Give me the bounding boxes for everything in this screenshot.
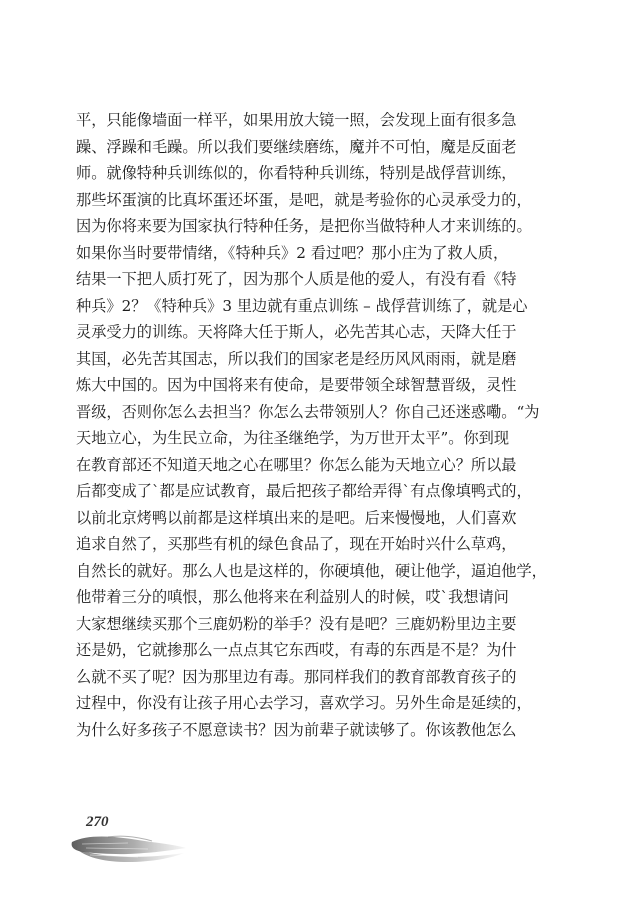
text-line: 结果一下把人质打死了，因为那个人质是他的爱人，有没有看《特 <box>76 270 517 288</box>
text-line: 那些坏蛋演的比真坏蛋还坏蛋，是吧，就是考验你的心灵承受力的， <box>76 190 532 209</box>
text-line: 因为你将来要为国家执行特种任务，是把你当做特种人才来训练的。 <box>76 217 532 235</box>
text-line: 如果你当时要带情绪，《特种兵》2 看过吧？那小庄为了救人质， <box>76 243 509 262</box>
page-footer <box>68 810 188 870</box>
text-line: 平，只能像墙面一样平，如果用放大镜一照，会发现上面有很多急 <box>76 111 517 129</box>
text-line: 为什么好多孩子不愿意读书？因为前辈子就读够了。你该教他怎么 <box>76 720 517 739</box>
text-line: 追求自然了，买那些有机的绿色食品了，现在开始时兴什么草鸡， <box>76 535 517 553</box>
text-line: 他带着三分的嗔恨，那么他将来在利益别人的时候，哎ˋ我想请问 <box>76 588 509 606</box>
text-line: 其国，必先苦其国志，所以我们的国家老是经历风风雨雨，就是磨 <box>76 349 517 368</box>
text-line: 炼大中国的。因为中国将来有使命，是要带领全球智慧晋级，灵性 <box>76 376 517 394</box>
body-text <box>76 107 568 743</box>
text-line: 天地立心，为生民立命，为往圣继绝学，为万世开太平”。你到现 <box>76 429 510 447</box>
text-line: 么就不买了呢？因为那里边有毒。那同样我们的教育部教育孩子的 <box>76 667 517 686</box>
text-line: 以前北京烤鸭以前都是这样填出来的是吧。后来慢慢地，人们喜欢 <box>76 508 517 527</box>
text-line: 过程中，你没有让孩子用心去学习，喜欢学习。另外生命是延续的， <box>76 694 532 712</box>
text-line: 后都变成了ˋ都是应试教育，最后把孩子都给弄得ˋ有点像填鸭式的， <box>76 482 532 500</box>
text-line: 在教育部还不知道天地之心在哪里？你怎么能为天地立心？所以最 <box>76 455 517 474</box>
text-line: 自然长的就好。那么人也是这样的，你硬填他，硬让他学，逼迫他学， <box>76 561 547 580</box>
text-line: 师。就像特种兵训练似的，你看特种兵训练，特别是战俘营训练， <box>76 164 517 182</box>
text-line: 灵承受力的训练。天将降大任于斯人，必先苦其心志，天降大任于 <box>76 323 517 341</box>
text-line: 种兵》2？《特种兵》3 里边就有重点训练 – 战俘营训练了，就是心 <box>76 296 528 315</box>
text-line: 晋级，否则你怎么去担当？你怎么去带领别人？你自己还迷惑嘞。“为 <box>76 402 540 421</box>
text-line: 躁、浮躁和毛躁。所以我们要继续磨练，魔并不可怕，魔是反面老 <box>76 137 517 156</box>
text-line: 大家想继续买那个三鹿奶粉的举手？没有是吧？三鹿奶粉里边主要 <box>76 614 517 633</box>
page-number: 270 <box>86 814 109 830</box>
brush-stroke-icon <box>68 828 188 868</box>
text-line: 还是奶，它就掺那么一点点其它东西哎，有毒的东西是不是？为什 <box>76 641 517 659</box>
